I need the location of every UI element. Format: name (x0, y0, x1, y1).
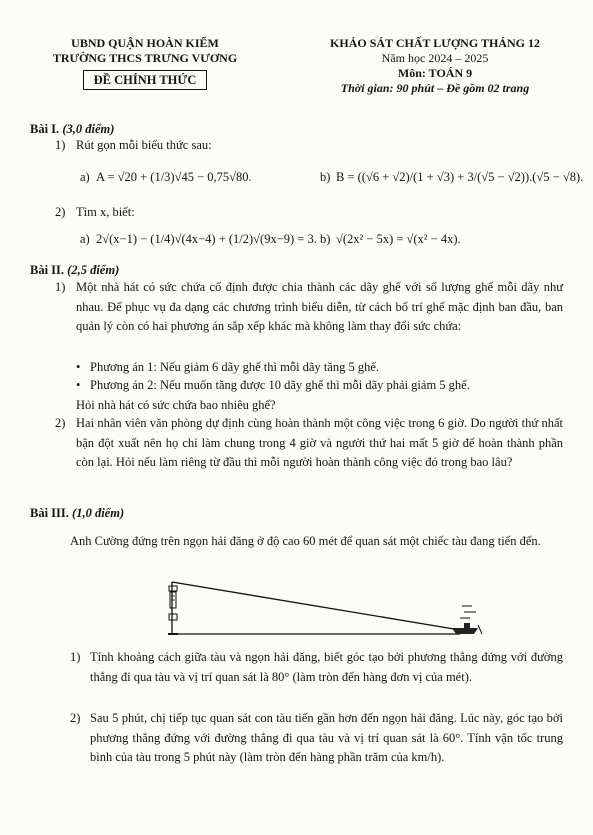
q2b-formula: √(2x² − 5x) = √(x² − 4x). (336, 232, 461, 246)
q2b-label: b) (320, 232, 331, 246)
section-3-title: Bài III. (30, 506, 69, 520)
q1-text: Rút gọn mỗi biểu thức sau: (76, 138, 212, 152)
section-2-heading (30, 263, 119, 278)
q1-number: 1) (55, 138, 66, 152)
b3-q2-text: Sau 5 phút, chị tiếp tục quan sát con tàu tiến gần hơn đến ngọn hải đăng. Lúc này, góc tạo bởi phương thẳng đứng với đường thẳng đi qua tàu và vị trí quan sát là 60°. Tính vận tốc trung bình của tàu trong 5 phút này (làm tròn đến hàng phần trăm của km/h). (90, 711, 563, 764)
q2a-formula: 2√(x−1) − (1/4)√(4x−4) + (1/2)√(9x−9) = 3. (96, 232, 317, 246)
q1b-formula: B = ((√6 + √2)/(1 + √3) + 3/(√5 − √2)).(√5 − √8). (336, 170, 584, 184)
b3-q1-text: Tính khoảng cách giữa tàu và ngọn hải đăng, biết góc tạo bởi phương thẳng đứng với đường thẳng đi qua tàu và vị trí quan sát là 80° (làm tròn đến hàng đơn vị của mét). (90, 650, 563, 684)
q1a-formula: A = √20 + (1/3)√45 − 0,75√80. (96, 170, 252, 184)
line-of-sight (172, 582, 460, 630)
section-2-title: Bài II. (30, 263, 65, 277)
district-name: UBND QUẬN HOÀN KIẾM (71, 36, 219, 50)
section-3-intro: Anh Cường đứng trên ngọn hải đăng ở độ cao 60 mét để quan sát một chiếc tàu đang tiến đến. (70, 534, 541, 548)
q1b-label: b) (320, 170, 331, 184)
p1-number: 1) (55, 280, 66, 294)
p2-number: 2) (55, 416, 66, 430)
time-info: Thời gian: 90 phút – Đề gồm 02 trang (340, 81, 530, 95)
q2-number: 2) (55, 205, 66, 219)
school-year: Năm học 2024 – 2025 (381, 51, 489, 65)
official-exam-label: ĐỀ CHÍNH THỨC (83, 70, 208, 90)
section-3-heading (30, 506, 124, 521)
school-name: TRƯỜNG THCS TRƯNG VƯƠNG (52, 51, 238, 65)
section-3-points: (1,0 điểm) (72, 506, 125, 520)
school-header (30, 36, 260, 90)
exam-title: KHẢO SÁT CHẤT LƯỢNG THÁNG 12 (330, 36, 540, 50)
option-1: • Phương án 1: Nếu giảm 6 dãy ghế thì mỗi dãy tăng 5 ghế. (90, 360, 379, 375)
exam-header (300, 36, 570, 96)
p2-text: Hai nhân viên văn phòng dự định cùng hoàn thành một công việc trong 6 giờ. Do người thứ nhất bận đột xuất nên họ chỉ làm chung trong 4 giờ và người thứ hai mất 5 giờ để hoàn thành phần còn lại. Hỏi nếu làm riêng từ đầu thì mỗi người hoàn thành công việc đó trong bao lâu? (76, 416, 563, 469)
ship-icon (452, 606, 482, 634)
p1-text: Một nhà hát có sức chứa cố định được chia thành các dãy ghế với số lượng ghế mỗi dãy như nhau. Để phục vụ đa dạng các chương trình biểu diễn, từ cách bố trí ghế mặc định ban đầu, ban quản lý còn có hai phương án sắp xếp khác mà không làm thay đổi sức chứa: (76, 280, 563, 333)
q2-text: Tìm x, biết: (76, 205, 135, 219)
section-1-heading (30, 122, 114, 137)
p1-question: Hỏi nhà hát có sức chứa bao nhiêu ghế? (76, 398, 276, 412)
subject: Môn: TOÁN 9 (397, 66, 473, 80)
section-1-title: Bài I. (30, 122, 60, 136)
q2a-label: a) (80, 232, 90, 246)
section-2-points: (2,5 điểm) (67, 263, 120, 277)
q1a-label: a) (80, 170, 90, 184)
section-1-points: (3,0 điểm) (62, 122, 115, 136)
b3-q1-number: 1) (70, 650, 81, 664)
lighthouse-figure (160, 578, 500, 640)
b3-q2-number: 2) (70, 711, 81, 725)
lighthouse-icon (168, 586, 178, 634)
option-2: • Phương án 2: Nếu muốn tăng được 10 dãy ghế thì mỗi dãy phải giảm 5 ghế. (90, 378, 470, 393)
